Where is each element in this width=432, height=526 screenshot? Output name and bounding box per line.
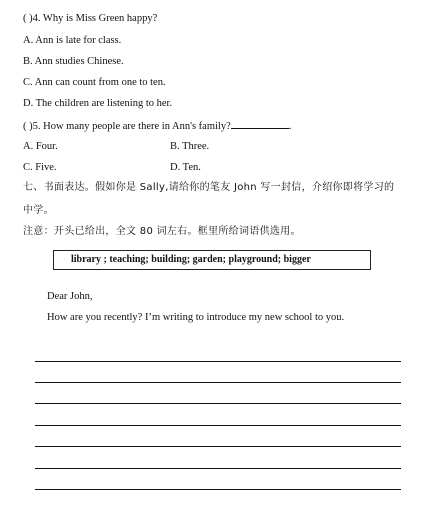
question-5-prompt: ( )5. How many people are there in Ann's family? — [23, 121, 231, 132]
writing-line[interactable] — [35, 489, 401, 490]
question-5-options-row-2 — [23, 161, 201, 175]
writing-line[interactable] — [35, 361, 401, 362]
section-7-instruction-line-2: 中学。 — [23, 205, 54, 216]
question-4-option-d: D. The children are listening to her. — [23, 98, 173, 109]
section-7-note: 注意：开头已给出，全文 80 词左右。框里所给词语供选用。 — [23, 226, 301, 237]
question-5-options-row-1 — [23, 140, 210, 154]
question-5-prompt-line — [23, 118, 291, 134]
question-5-option-c: C. Five. — [23, 162, 57, 173]
section-7-instruction-line-1: 七、书面表达。假如你是 Sally,请给你的笔友 John 写一封信，介绍你即将学习的 — [23, 182, 395, 193]
writing-line[interactable] — [35, 403, 401, 404]
question-5-option-b: B. Three. — [170, 141, 210, 152]
answer-blank — [231, 118, 289, 129]
question-4-option-c: C. Ann can count from one to ten. — [23, 77, 166, 88]
writing-line[interactable] — [35, 425, 401, 426]
question-5-trail: . — [288, 121, 292, 132]
question-4-prompt: ( )4. Why is Miss Green happy? — [23, 13, 158, 24]
question-4-option-a: A. Ann is late for class. — [23, 35, 122, 46]
writing-line[interactable] — [35, 382, 401, 383]
writing-line[interactable] — [35, 468, 401, 469]
question-4-option-b: B. Ann studies Chinese. — [23, 56, 124, 67]
word-bank-box: library ; teaching; building; garden; playground; bigger — [53, 250, 371, 270]
letter-greeting: Dear John, — [47, 291, 93, 302]
letter-opening: How are you recently? I’m writing to introduce my new school to you. — [47, 312, 345, 323]
question-5-option-a: A. Four. — [23, 141, 58, 152]
writing-line[interactable] — [35, 446, 401, 447]
question-5-option-d: D. Ten. — [170, 162, 201, 173]
